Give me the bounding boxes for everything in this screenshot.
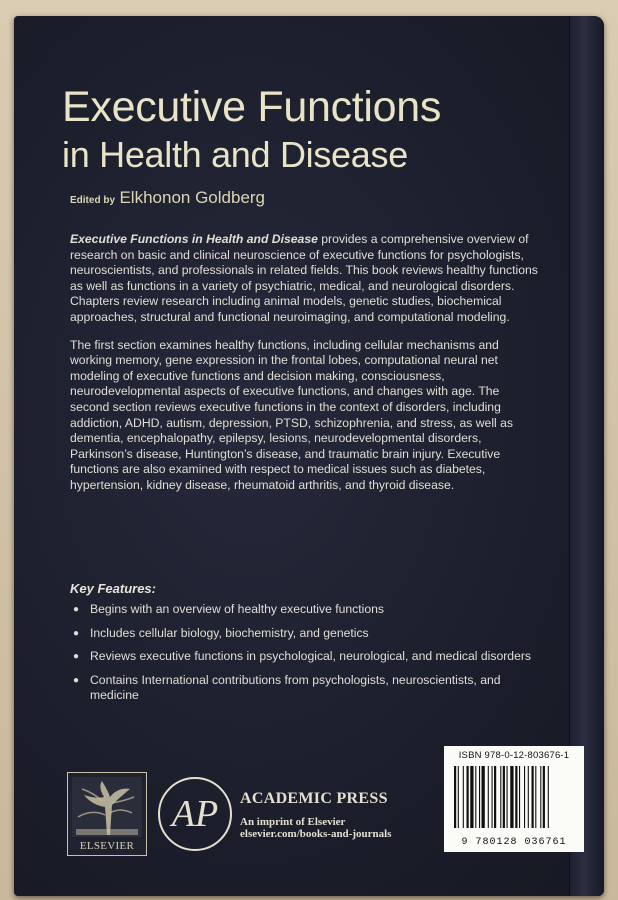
elsevier-wordmark: ELSEVIER: [79, 840, 135, 852]
key-feature-item: ● Includes cellular biology, biochemistry, and genetics: [70, 626, 550, 642]
imprint-line: An imprint of Elsevier: [240, 816, 346, 828]
key-features-list: [70, 602, 550, 712]
isbn-label: ISBN 978-0-12-803676-1: [458, 750, 570, 761]
barcode-icon: [454, 766, 574, 828]
title-line-2: in Health and Disease: [62, 134, 408, 175]
barcode-digits: 9 780128 036761: [461, 837, 567, 848]
key-features-heading: Key Features:: [70, 581, 156, 596]
publisher-info: [240, 790, 391, 840]
description-paragraph-2: The first section examines healthy functions, including cellular mechanisms and working memory, gene expression in the frontal lobes, computational neural net modeling of executive functions and decision making, consciousness, neurodevelopmental aspects of executive functions, and changes with age. The second section reviews executive functions in the context of disorders, including addiction, ADHD, autism, depression, PTSD, schizophrenia, and stress, as well as dementia, encephalopathy, epilepsy, lesions, neurodevelopmental disorders, Parkinson’s disease, Huntington’s disease, and traumatic brain injury. Executive functions are also examined with respect to medical issues such as diabetes, hypertension, kidney disease, rheumatoid arthritis, and thyroid disease.: [70, 337, 514, 492]
key-feature-item: ● Contains International contributions from psychologists, neuroscientists, and medicine: [70, 673, 550, 704]
editor-name: Elkhonon Goldberg: [119, 188, 266, 207]
description-body-1: provides a comprehensive overview of research on basic and clinical neuroscience of executive functions for psychologists, neuroscientists, and professionals in related fields. This book reviews healthy functions as well as functions in a variety of psychiatric, medical, and neurological disorders. Chapters review research including animal models, genetic studies, biochemical approaches, structural and functional neuroimaging, and computational modeling.: [70, 232, 538, 324]
publisher-name: ACADEMIC PRESS: [240, 790, 388, 807]
description-lead: Executive Functions in Health and Disease: [70, 232, 318, 246]
editor-credit: [70, 188, 265, 208]
elsevier-logo: [67, 772, 147, 856]
key-feature-item: ● Begins with an overview of healthy executive functions: [70, 602, 550, 618]
title-line-1: Executive Functions: [62, 83, 442, 131]
description-paragraph-1: [70, 232, 540, 326]
elsevier-tree-icon: [72, 777, 142, 837]
academic-press-logo-icon: [155, 774, 235, 854]
isbn-barcode: [444, 746, 584, 852]
book-title: [62, 82, 441, 180]
publisher-url: elsevier.com/books-and-journals: [240, 828, 392, 840]
description: [70, 232, 540, 506]
ap-monogram: AP: [171, 793, 219, 835]
key-feature-item: ● Reviews executive functions in psychological, neurological, and medical disorders: [70, 649, 550, 665]
edited-by-label: Edited by: [70, 195, 116, 206]
